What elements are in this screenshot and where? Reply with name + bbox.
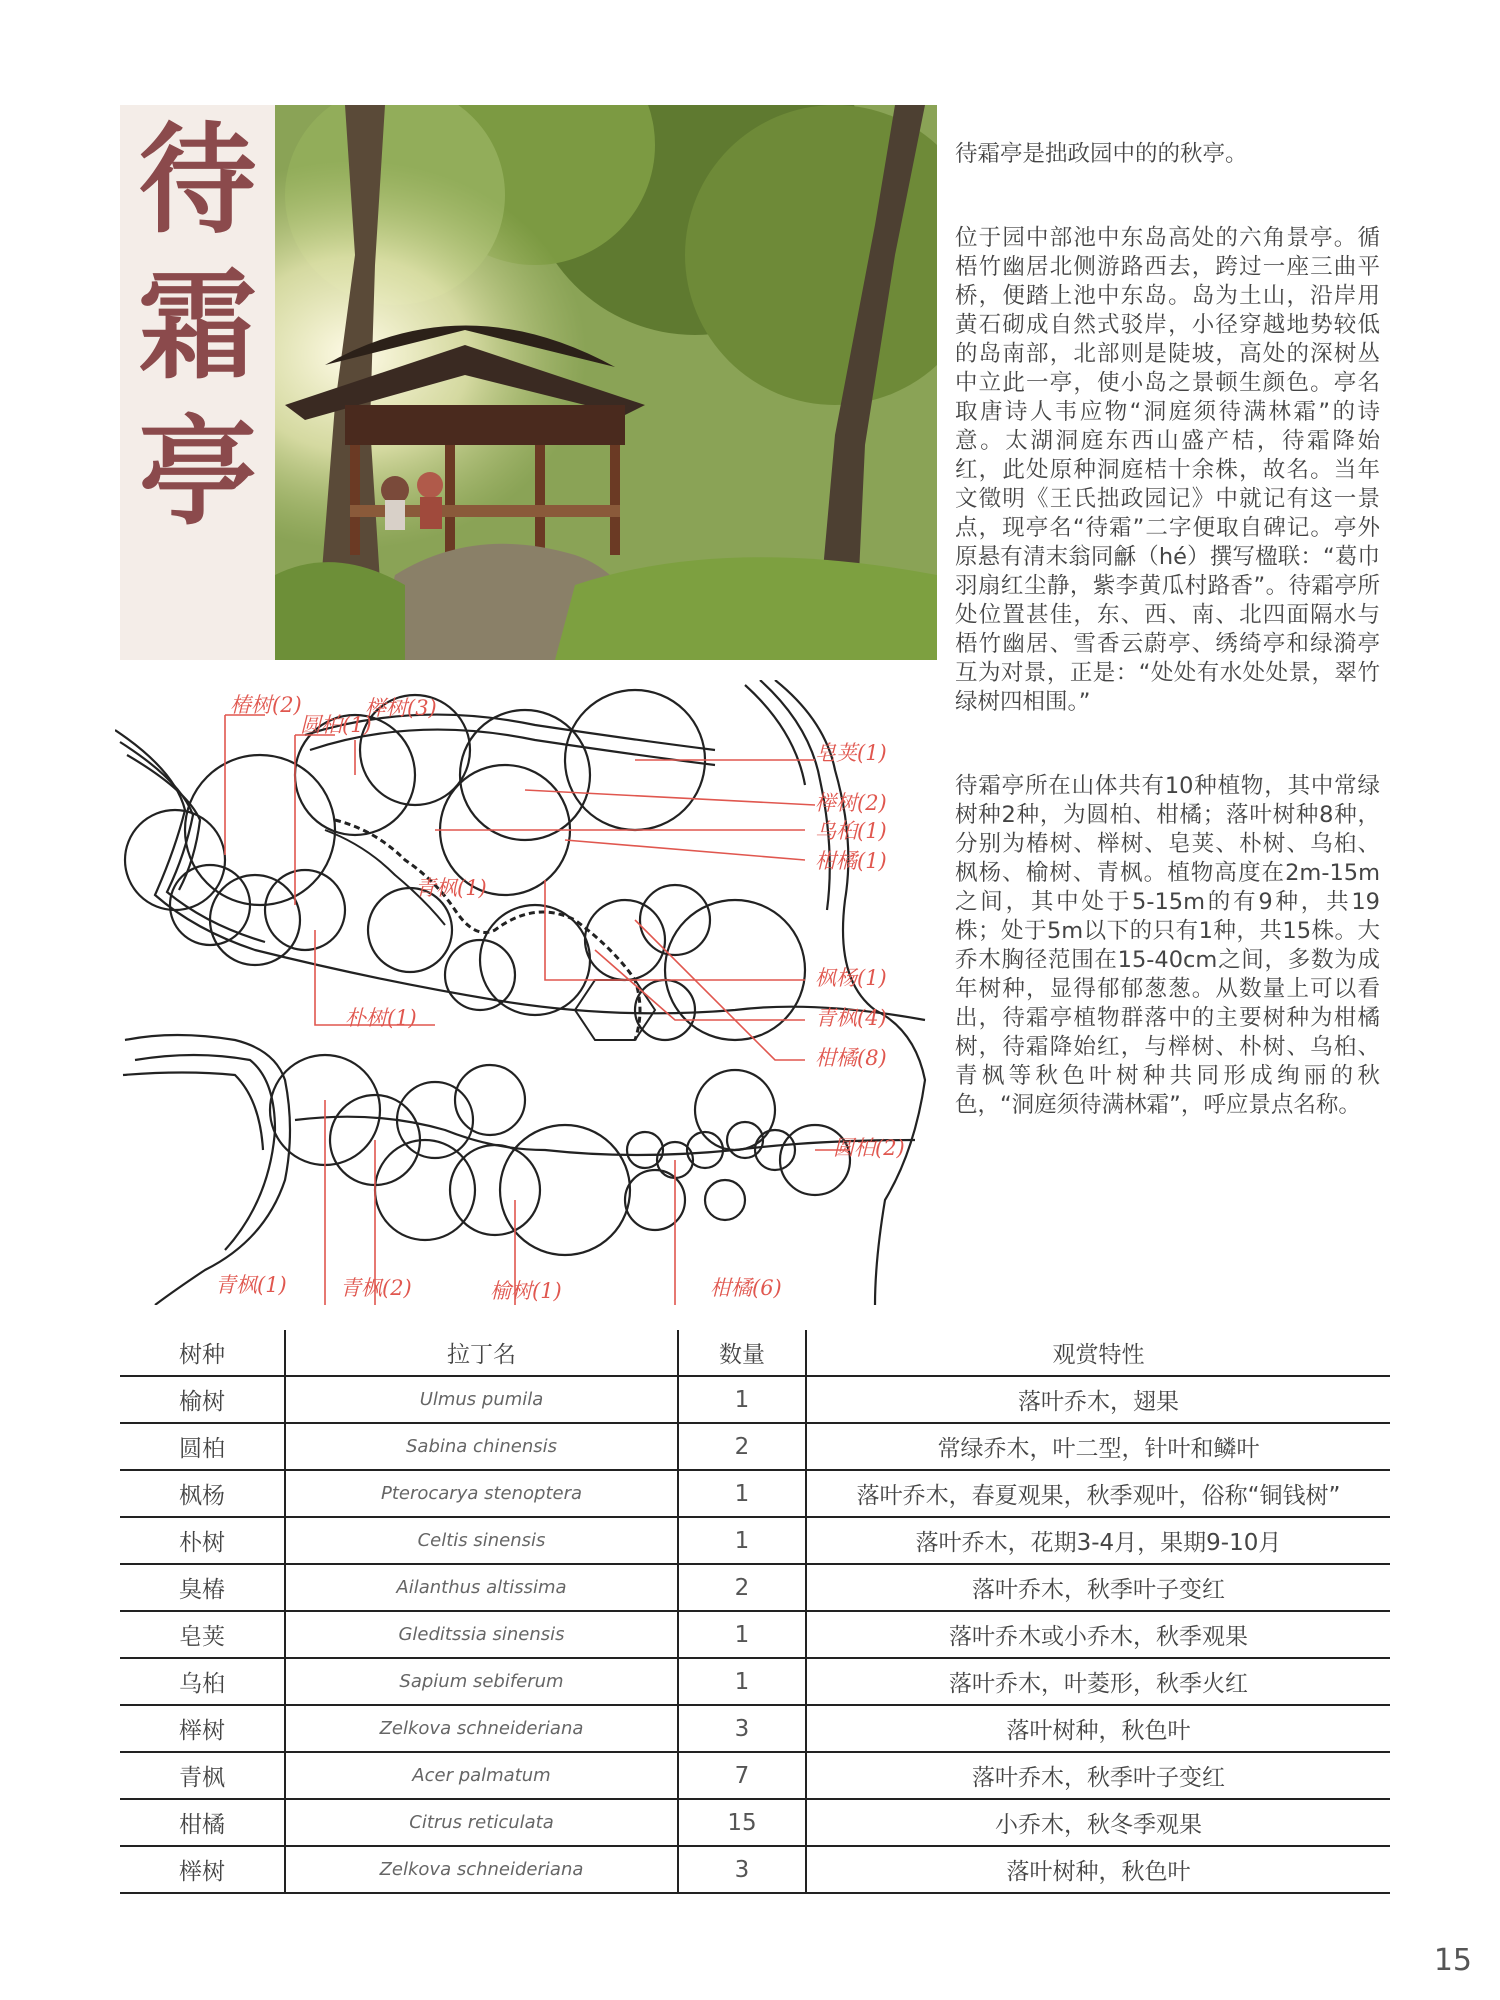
plant-paragraph: 待霜亭所在山体共有10种植物，其中常绿树种2种，为圆柏、柑橘；落叶树种8种，分别为椿树、榉树、皂荚、朴树、乌桕、枫杨、榆树、青枫。植物高度在2m-15m之间，其中处于5-15m的有9种，共19株；处于5m以下的只有1种，共15株。大乔木胸径范围在15-40cm之间，多数为成年树种，显得郁郁葱葱。从数量上可以看出，待霜亭植物群落中的主要树种为柑橘树，待霜降始红，与榉树、朴树、乌桕、青枫等秋色叶树种共同形成绚丽的秋色，“洞庭须待满林霜”，呼应景点名称。 [955,773,1380,1118]
cell-features: 常绿乔木，叶二型，针叶和鳞叶 [806,1423,1390,1470]
cell-features: 落叶乔木，春夏观果，秋季观叶，俗称“铜钱树” [806,1470,1390,1517]
table-row [120,1846,1390,1893]
cell-species: 榉树 [120,1705,285,1752]
sketch-label: 青枫(2) [340,1276,412,1300]
cell-count: 1 [678,1611,806,1658]
table-row [120,1376,1390,1423]
sketch-label: 朴树(1) [345,1006,417,1030]
cell-latin: Ailanthus altissima [285,1564,678,1611]
table-row [120,1470,1390,1517]
cell-latin: Ulmus pumila [285,1376,678,1423]
pavilion-photo [275,105,937,660]
cell-latin: Citrus reticulata [285,1799,678,1846]
cell-features: 小乔木，秋冬季观果 [806,1799,1390,1846]
sketch-label: 青枫(1) [215,1273,287,1297]
table-row [120,1752,1390,1799]
cell-species: 枫杨 [120,1470,285,1517]
sketch-label: 榉树(3) [365,696,437,720]
cell-latin: Pterocarya stenoptera [285,1470,678,1517]
table-row [120,1658,1390,1705]
table-row [120,1423,1390,1470]
sketch-label: 枫杨(1) [815,966,887,990]
cell-features: 落叶乔木，叶菱形，秋季火红 [806,1658,1390,1705]
cell-count: 1 [678,1658,806,1705]
header-features: 观赏特性 [806,1330,1390,1376]
cell-count: 2 [678,1423,806,1470]
location-paragraph: 位于园中部池中东岛高处的六角景亭。循梧竹幽居北侧游路西去，跨过一座三曲平桥，便踏上池中东岛。岛为土山，沿岸用黄石砌成自然式驳岸，小径穿越地势较低的岛南部，北部则是陡坡，高处的深树丛中立此一亭，使小岛之景顿生颜色。亭名取唐诗人韦应物“洞庭须待满林霜”的诗意。太湖洞庭东西山盛产桔，待霜降始红，此处原种洞庭桔十余株，故名。当年文徵明《王氏拙政园记》中就记有这一景点，现亭名“待霜”二字便取自碑记。亭外原悬有清末翁同龢（hé）撰写楹联：“葛巾羽扇红尘静，紫李黄瓜村路香”。待霜亭所处位置甚佳，东、西、南、北四面隔水与梧竹幽居、雪香云蔚亭、绣绮亭和绿漪亭互为对景，正是：“处处有水处处景，翠竹绿树四相围。” [955,225,1380,715]
sketch-label: 皂荚(1) [815,741,887,765]
cell-features: 落叶乔木，花期3-4月，果期9-10月 [806,1517,1390,1564]
cell-features: 落叶乔木，秋季叶子变红 [806,1752,1390,1799]
sketch-label: 椿树(2) [230,693,302,717]
sketch-label: 圆柏(1) [300,713,372,737]
planting-sketch [115,680,945,1305]
cell-count: 1 [678,1470,806,1517]
table-row [120,1564,1390,1611]
cell-latin: Zelkova schneideriana [285,1705,678,1752]
sketch-label: 柑橘(1) [815,849,887,873]
cell-species: 臭椿 [120,1564,285,1611]
cell-features: 落叶乔木或小乔木，秋季观果 [806,1611,1390,1658]
header-latin: 拉丁名 [285,1330,678,1376]
sketch-label: 榆树(1) [490,1279,562,1303]
cell-latin: Sabina chinensis [285,1423,678,1470]
header-species: 树种 [120,1330,285,1376]
cell-species: 柑橘 [120,1799,285,1846]
sketch-label: 青枫(1) [415,876,487,900]
cell-features: 落叶树种，秋色叶 [806,1705,1390,1752]
cell-latin: Celtis sinensis [285,1517,678,1564]
cell-count: 1 [678,1517,806,1564]
table-row [120,1799,1390,1846]
title-block [120,105,275,660]
cell-species: 圆柏 [120,1423,285,1470]
description-text [955,140,1380,1148]
cell-count: 3 [678,1705,806,1752]
cell-species: 榉树 [120,1846,285,1893]
intro-paragraph: 待霜亭是拙政园中的的秋亭。 [955,141,1248,167]
title-char-3: 亭 [138,402,257,541]
cell-species: 皂荚 [120,1611,285,1658]
cell-latin: Zelkova schneideriana [285,1846,678,1893]
table-row [120,1705,1390,1752]
sketch-label: 青枫(4) [815,1006,887,1030]
cell-latin: Acer palmatum [285,1752,678,1799]
cell-species: 乌桕 [120,1658,285,1705]
cell-count: 2 [678,1564,806,1611]
cell-count: 15 [678,1799,806,1846]
cell-count: 7 [678,1752,806,1799]
table-header-row [120,1330,1390,1376]
table-row [120,1517,1390,1564]
cell-count: 3 [678,1846,806,1893]
title-char-2: 霜 [138,256,257,395]
header-count: 数量 [678,1330,806,1376]
sketch-label: 乌桕(1) [815,819,887,843]
title-char-1: 待 [138,110,257,249]
cell-species: 青枫 [120,1752,285,1799]
sketch-label: 榉树(2) [815,791,887,815]
sketch-label: 柑橘(8) [815,1046,887,1070]
cell-latin: Gleditssia sinensis [285,1611,678,1658]
sketch-label: 柑橘(6) [710,1276,782,1300]
cell-features: 落叶乔木，秋季叶子变红 [806,1564,1390,1611]
cell-species: 朴树 [120,1517,285,1564]
cell-latin: Sapium sebiferum [285,1658,678,1705]
cell-features: 落叶乔木，翅果 [806,1376,1390,1423]
page-number: 15 [1433,1943,1472,1978]
table-row [120,1611,1390,1658]
cell-count: 1 [678,1376,806,1423]
cell-species: 榆树 [120,1376,285,1423]
sketch-label: 圆柏(2) [833,1136,905,1160]
cell-features: 落叶树种，秋色叶 [806,1846,1390,1893]
plant-table [120,1330,1390,1894]
